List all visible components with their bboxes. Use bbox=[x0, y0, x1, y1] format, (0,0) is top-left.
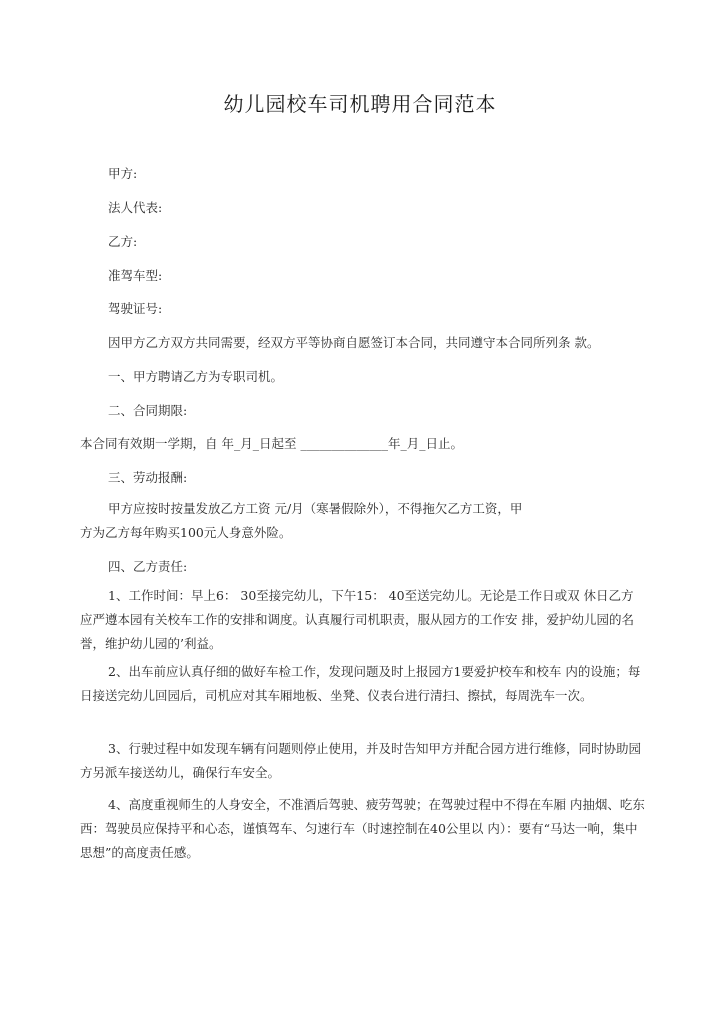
section-4-item-3-text: 3、行驶过程中如发现车辆有问题则停止使用，并及时告知甲方并配合园方进行维修，同时协助园方另派车接送幼儿，确保行车安全。 bbox=[80, 741, 641, 780]
section-2-body: 本合同有效期一学期，自 年_月_日起至 ______________年_月_日止。 bbox=[80, 436, 463, 451]
section-4-item-3 bbox=[80, 737, 645, 785]
section-2-title: 二、合同期限: bbox=[108, 403, 188, 418]
section-4-item-1 bbox=[80, 584, 645, 656]
party-a-field: 甲方: bbox=[108, 166, 138, 181]
section-1-title: 一、甲方聘请乙方为专职司机。 bbox=[108, 369, 284, 384]
section-3-body-line-1: 甲方应按时按量发放乙方工资 元/月（寒暑假除外），不得拖欠乙方工资，甲 bbox=[108, 501, 523, 516]
license-type-field: 准驾车型: bbox=[108, 268, 163, 283]
section-4-item-2-text: 2、出车前应认真仔细的做好车检工作，发现问题及时上报园方1要爱护校车和校车 内的设施；每日接送完幼儿回园后，司机应对其车厢地板、坐凳、仪表台进行清扫、擦拭，每周洗车一次。 bbox=[80, 664, 641, 703]
section-3-body-line-2: 方为乙方每年购买100元人身意外险。 bbox=[80, 525, 292, 540]
section-4-item-4 bbox=[80, 793, 645, 865]
section-4-title: 四、乙方责任: bbox=[108, 559, 188, 574]
party-b-field: 乙方: bbox=[108, 234, 138, 249]
document-title: 幼儿园校车司机聘用合同范本 bbox=[223, 92, 497, 116]
section-4-item-4-text: 4、高度重视师生的人身安全，不准酒后驾驶、疲劳驾驶；在驾驶过程中不得在车厢 内抽烟、吃东西：驾驶员应保持平和心态，谨慎驾车、匀速行车（时速控制在40公里以 内）：要有“马达一响，集中思想”的高度责任感。 bbox=[80, 797, 645, 860]
preamble: 因甲方乙方双方共同需要，经双方平等协商自愿签订本合同，共同遵守本合同所列条 款。 bbox=[108, 335, 600, 350]
section-4-item-2 bbox=[80, 660, 645, 708]
license-number-field: 驾驶证号: bbox=[108, 301, 163, 316]
legal-rep-field: 法人代表: bbox=[108, 200, 163, 215]
section-4-item-1-text: 1、工作时间：早上6： 30至接完幼儿，下午15： 40至送完幼儿。无论是工作日或双 休日乙方应严遵本园有关校车工作的安排和调度。认真履行司机职责，服从园方的工作安 排，爱护幼儿园的名誉，维护幼儿园的’利益。 bbox=[80, 588, 634, 651]
section-3-title: 三、劳动报酬: bbox=[108, 470, 188, 485]
